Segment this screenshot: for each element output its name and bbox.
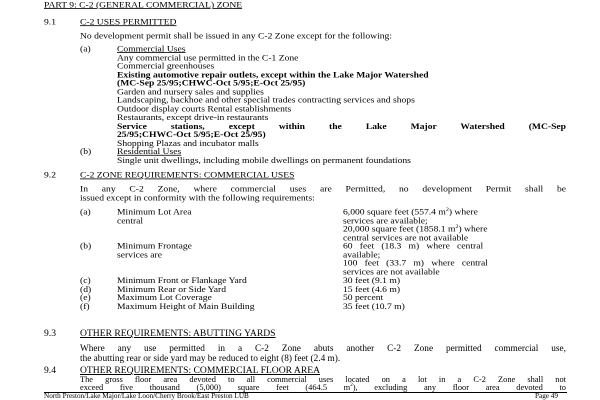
row-value: 60 feet (18.3 m) where central [343,242,484,252]
section-9-2-intro-line: issued except in conformity with the following requirements: [80,193,315,203]
item-a-label: (a) [80,44,91,54]
row-label: (d) [80,284,92,294]
list-item: 25/95;CHWC-Oct 5/95;E-Oct 25/95) [117,130,266,140]
section-9-2-intro-line: In any C-2 Zone, where commercial uses are Permitted, no development Permit shall be [80,185,566,194]
section-9-3-number: 9.3 [44,328,56,339]
section-9-4-heading: OTHER REQUIREMENTS: COMMERCIAL FLOOR AREA [80,365,321,376]
section-9-2-heading: C-2 ZONE REQUIREMENTS: COMMERCIAL USES [80,171,295,181]
row-value: services are available; [343,216,428,226]
item-b-label: (b) [80,147,92,157]
list-item: Landscaping, backhoe and other special trades contracting services and shops [117,96,415,106]
list-item: Existing automotive repair outlets, except within the Lake Major Watershed [117,70,429,80]
row-value: available; [343,250,381,260]
row-name: Minimum Rear or Side Yard [117,284,226,294]
list-item: Restaurants, except drive-in restaurants [117,113,269,123]
row-label: (a) [80,207,91,217]
row-label: (c) [80,276,91,286]
row-value: services are not available [343,267,440,277]
section-9-1-intro: No development permit shall be issued in any C-2 Zone except for the following: [80,31,392,41]
footer-left: North Preston/Lake Major/Lake Loon/Cherry Brook/East Preston LUB [44,391,249,400]
row-name: Minimum Front or Flankage Yard [117,276,247,286]
section-9-1-heading: C-2 USES PERMITTED [80,17,177,27]
row-value: 50 percent [343,293,384,303]
section-9-3-line: the abutting rear or side yard may be reduced to eight (8) feet (2.4 m). [80,354,341,364]
row-value: 15 feet (4.6 m) [343,284,401,294]
section-9-1-number: 9.1 [44,17,56,27]
row-label: (b) [80,242,92,252]
list-item: Any commercial use permitted in the C-1 Zone [117,53,299,63]
section-9-2-number: 9.2 [44,171,56,181]
footer-page-number: Page 49 [535,391,558,400]
row-value: central services are not available [343,233,469,243]
section-9-3-line: Where any use permitted in a C-2 Zone abuts another C-2 Zone permitted commercial use, [80,344,566,354]
list-item: Shopping Plazas and incubator malls [117,138,259,148]
commercial-uses-title: Commercial Uses [117,44,186,54]
row-name: Maximum Height of Main Building [117,301,255,311]
list-item: (MC-Sep 25/95;CHWC-Oct 5/95;E-Oct 25/95) [117,79,306,89]
row-name: Maximum Lot Coverage [117,293,212,303]
row-label: (e) [80,293,91,303]
row-value: 20,000 square feet (1858.1 $m^2$) where [343,224,488,234]
list-item: Service stations, except within the Lake Major Watershed (MC-Sep [117,121,566,131]
list-item: Garden and nursery sales and supplies [117,87,264,97]
row-name: Minimum Frontage [117,242,192,252]
row-name-continued: services are [117,250,163,260]
row-name: Minimum Lot Area [117,207,192,217]
row-value: 35 feet (10.7 m) [343,301,405,311]
section-9-4-number: 9.4 [44,365,56,376]
part-title: PART 9: C-2 (GENERAL COMMERCIAL) ZONE [44,0,243,10]
row-value: 100 feet (33.7 m) where central [343,259,488,269]
row-name-continued: central [117,216,144,226]
list-item: Commercial greenhouses [117,61,215,71]
list-item: Outdoor display courts Rental establishments [117,104,292,114]
row-value: 30 feet (9.1 m) [343,276,401,286]
section-9-4-line: exceed five thousand (5,000) square feet (464.5 $m^2$), excluding any floor area devoted to [80,383,566,392]
section-9-3-heading: OTHER REQUIREMENTS: ABUTTING YARDS [80,328,276,339]
row-value: 6,000 square feet (557.4 $m^2$) where [343,207,478,217]
residential-uses-title: Residential Uses [117,147,182,157]
section-9-4-line: The gross floor area devoted to all commercial uses located on a lot in a C-2 Zone shall not [80,375,566,384]
row-label: (f) [80,301,90,311]
list-item: Single unit dwellings, including mobile dwellings on permanent foundations [117,156,411,166]
